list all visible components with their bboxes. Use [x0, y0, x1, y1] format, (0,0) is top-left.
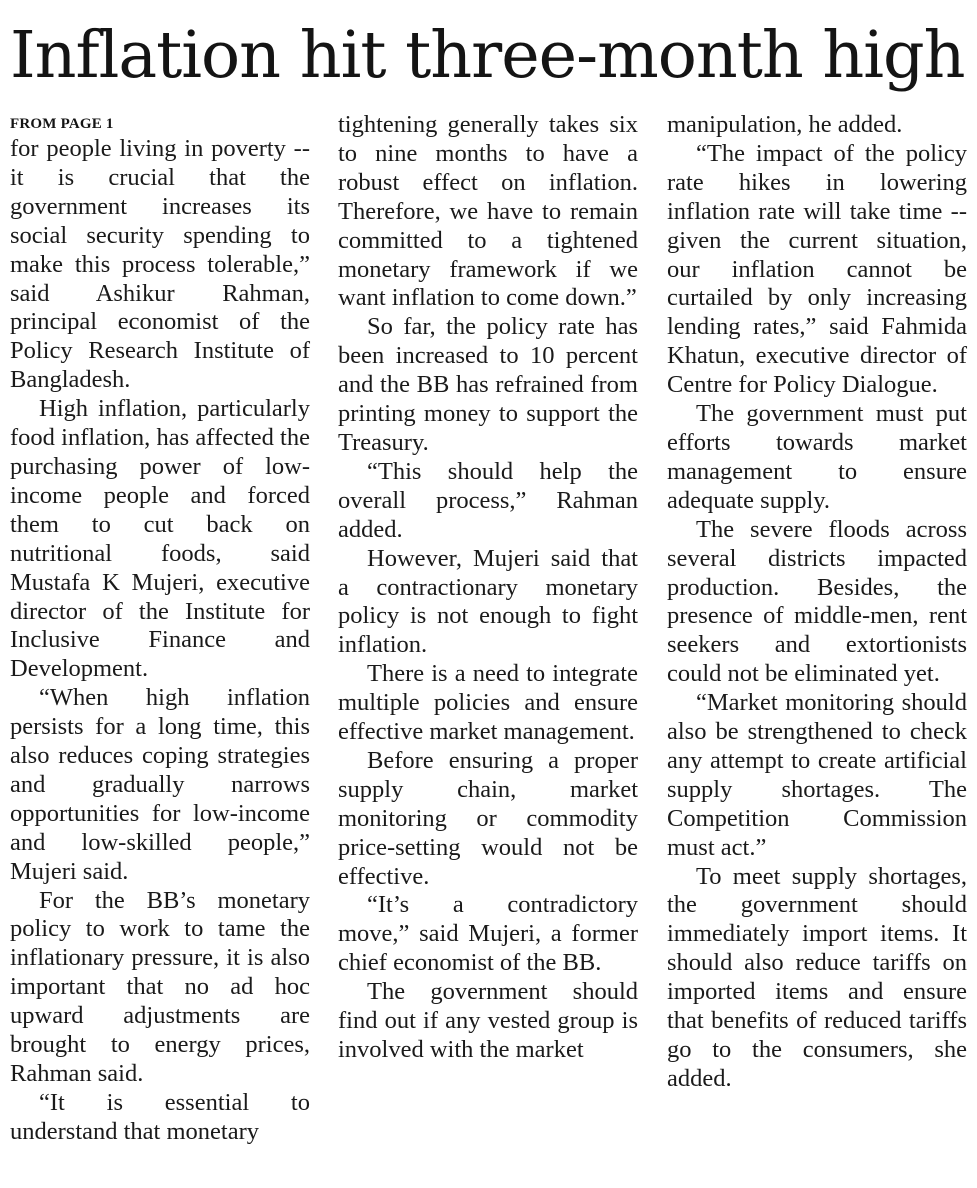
paragraph: The government should find out if any vested group is involved with the market — [338, 978, 638, 1063]
paragraph: “This should help the overall process,” Rahman added. — [338, 457, 638, 543]
paragraph: High inflation, particularly food inflation, has affected the purchasing power of low-income people and forced them to cut back on nutritional foods, said Mustafa K Mujeri, executive director of the Institute for Inclusive Finance and Development. — [10, 395, 310, 683]
paragraph: “It’s a contradictory move,” said Mujeri, a former chief economist of the BB. — [338, 891, 638, 977]
paragraph: The government must put efforts towards market management to ensure adequate supply. — [667, 400, 967, 514]
continuation-kicker: FROM PAGE 1 — [10, 116, 114, 132]
paragraph: “It is essential to understand that monetary — [10, 1088, 310, 1145]
paragraph: tightening generally takes six to nine months to have a robust effect on inflation. Therefore, we have to remain committed to a tightened monetary framework if we want inflation to come down.” — [338, 111, 638, 312]
paragraph: There is a need to integrate multiple policies and ensure effective market management. — [338, 660, 638, 746]
paragraph: Before ensuring a proper supply chain, market monitoring or commodity price-setting would not be effective. — [338, 746, 638, 890]
paragraph: “Market monitoring should also be strengthened to check any attempt to create artificial supply shortages. The Competition Commission must act.” — [667, 689, 967, 861]
paragraph: So far, the policy rate has been increased to 10 percent and the BB has refrained from printing money to support the Treasury. — [338, 313, 638, 456]
paragraph: for people living in poverty -- it is crucial that the government increases its social security spending to make this process tolerable,” said Ashikur Rahman, principal economist of the Policy Research Institute of Bangladesh. — [10, 135, 310, 394]
article-column-1 — [10, 111, 310, 1147]
paragraph: For the BB’s monetary policy to work to tame the inflationary pressure, it is also important that no ad hoc upward adjustments are brought to energy prices, Rahman said. — [10, 886, 310, 1087]
paragraph: However, Mujeri said that a contractionary monetary policy is not enough to fight inflation. — [338, 544, 638, 659]
headline: Inflation hit three-month high — [10, 18, 965, 93]
paragraph: “When high inflation persists for a long time, this also reduces coping strategies and gradually narrows opportunities for low-income and low-skilled people,” Mujeri said. — [10, 684, 310, 885]
article-column-3 — [667, 111, 967, 1094]
article-column-2 — [338, 111, 638, 1065]
paragraph: manipulation, he added. — [667, 111, 903, 138]
paragraph: The severe floods across several districts impacted production. Besides, the presence of middle-men, rent seekers and extortionists could not be eliminated yet. — [667, 515, 967, 688]
paragraph: “The impact of the policy rate hikes in lowering inflation rate will take time -- given the current situation, our inflation cannot be curtailed by only increasing lending rates,” said Fahmida Khatun, executive director of Centre for Policy Dialogue. — [667, 139, 967, 399]
paragraph: To meet supply shortages, the government should immediately import items. It should also reduce tariffs on imported items and ensure that benefits of reduced tariffs go to the consumers, she added. — [667, 862, 967, 1092]
